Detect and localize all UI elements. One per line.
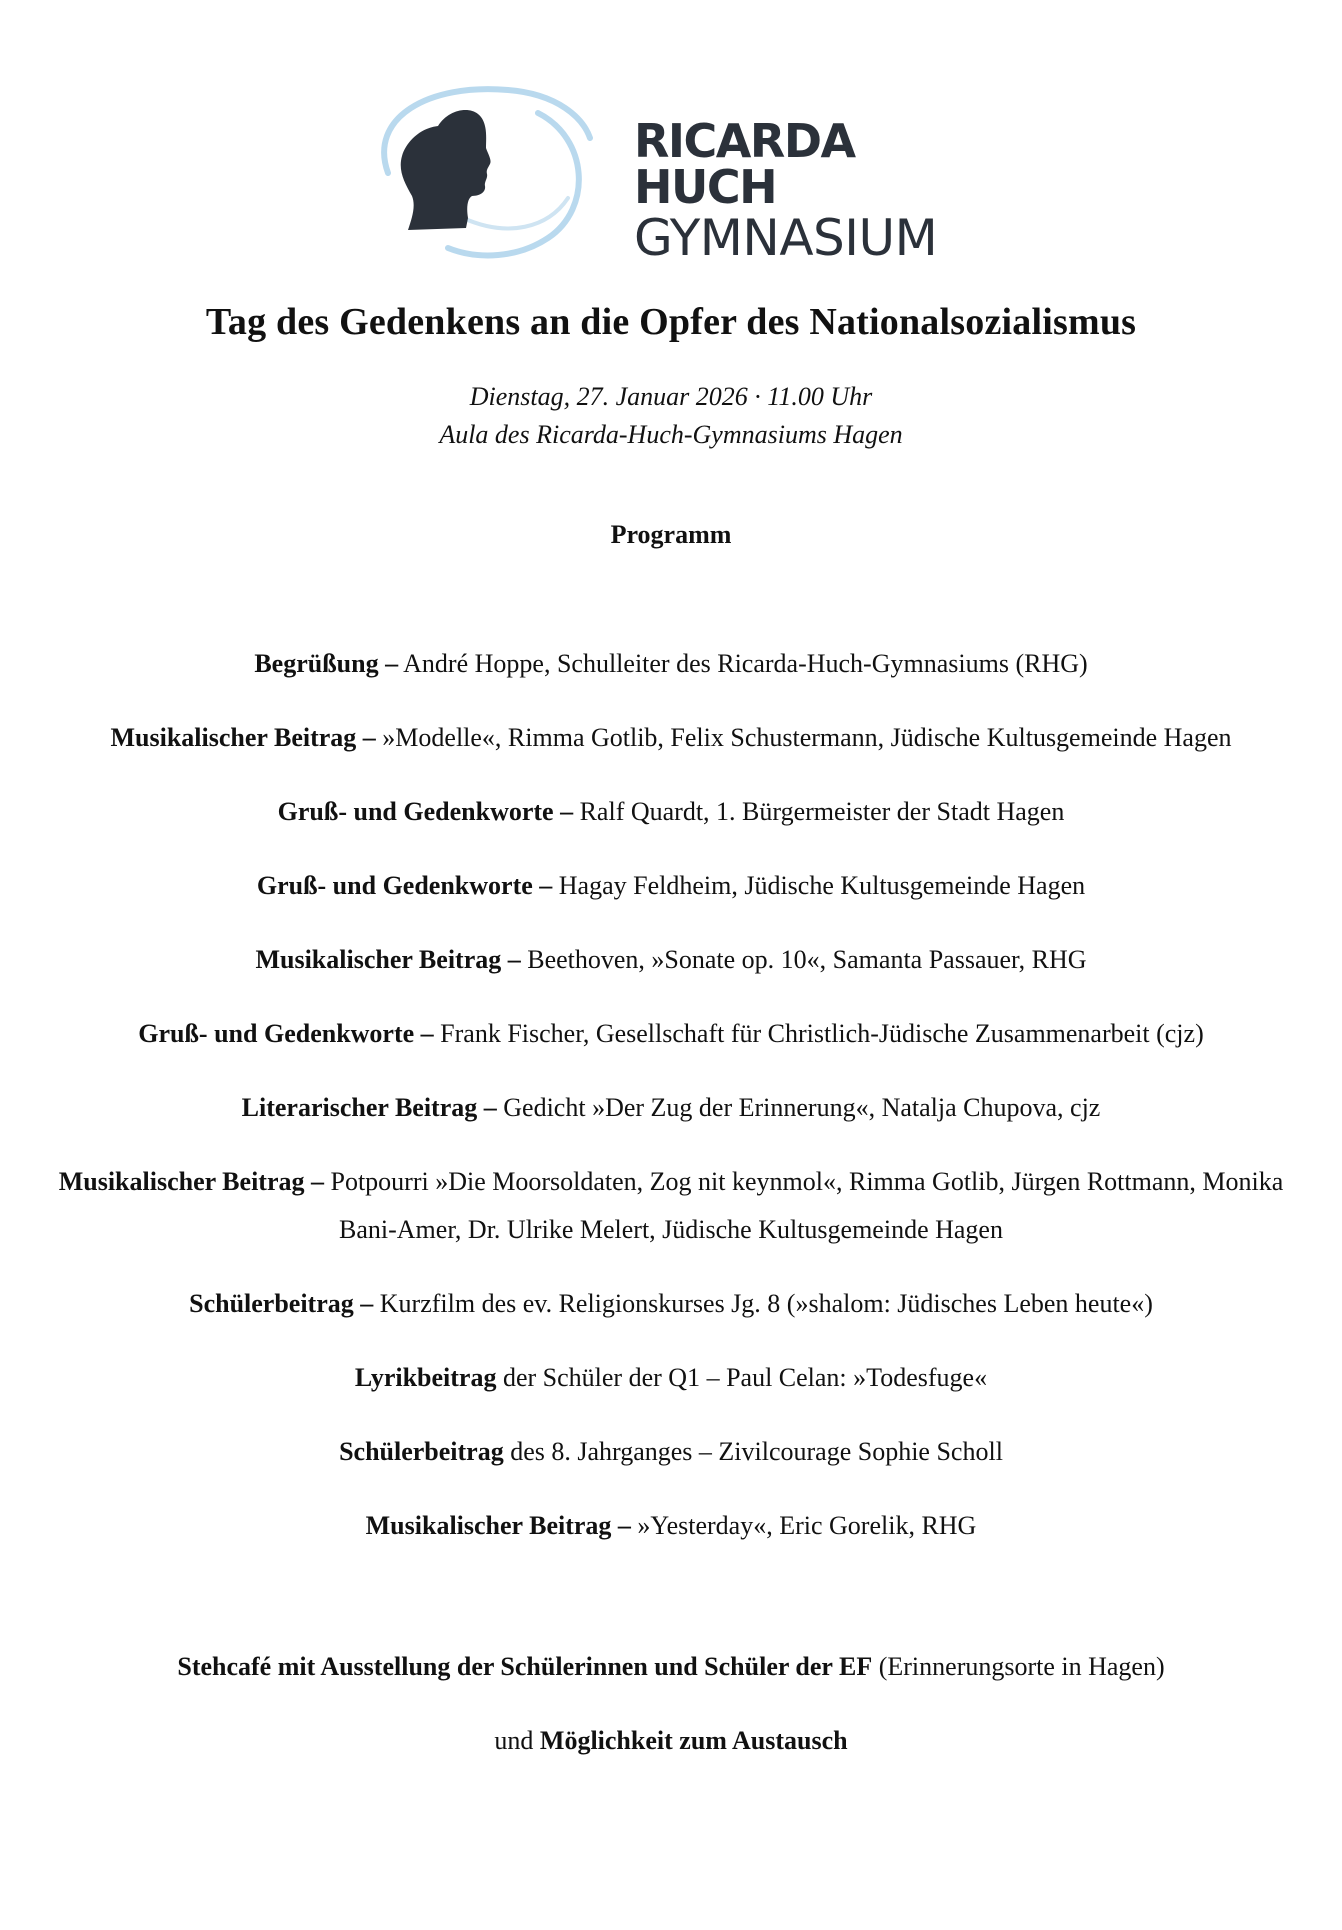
item-detail: Ralf Quardt, 1. Bürgermeister der Stadt Hagen [573, 797, 1065, 826]
item-label: Gruß- und Gedenkworte – [256, 871, 553, 900]
logo-line-2: GYMNASIUM [634, 209, 938, 267]
item-label: Literarischer Beitrag – [241, 1093, 497, 1122]
item-detail: Kurzfilm des ev. Religionskurses Jg. 8 (»shalom: Jüdisches Leben heute«) [373, 1289, 1153, 1318]
item-detail: »Modelle«, Rimma Gotlib, Felix Schustermann, Jüdische Kultusgemeinde Hagen [375, 723, 1232, 752]
footer-and: und [494, 1726, 540, 1755]
item-label: Schülerbeitrag [339, 1437, 504, 1466]
item-detail: Gedicht »Der Zug der Erinnerung«, Natalja Chupova, cjz [496, 1093, 1101, 1122]
item-detail: Frank Fischer, Gesellschaft für Christlich-Jüdische Zusammenarbeit (cjz) [433, 1019, 1204, 1048]
event-venue: Aula des Ricarda-Huch-Gymnasiums Hagen [439, 420, 903, 449]
program-item [0, 1354, 1342, 1402]
footer-cafe-label: Stehcafé mit Ausstellung der Schülerinnen und Schüler der EF [177, 1652, 873, 1681]
program-item [0, 1280, 1342, 1328]
event-date: Dienstag, 27. Januar 2026 · 11.00 Uhr [469, 382, 873, 411]
item-detail: Hagay Feldheim, Jüdische Kultusgemeinde Hagen [552, 871, 1086, 900]
item-label: Lyrikbeitrag [354, 1363, 497, 1392]
item-detail: »Yesterday«, Eric Gorelik, RHG [630, 1511, 977, 1540]
program-item [0, 936, 1342, 984]
logo-wordmark [634, 114, 978, 267]
item-label: Begrüßung – [254, 649, 399, 678]
item-detail: Beethoven, »Sonate op. 10«, Samanta Passauer, RHG [520, 945, 1087, 974]
item-detail: der Schüler der Q1 – Paul Celan: »Todesfuge« [496, 1363, 988, 1392]
school-logo [368, 78, 978, 267]
item-label: Musikalischer Beitrag – [255, 945, 521, 974]
program-list [0, 640, 1342, 1576]
program-heading: Programm [610, 520, 732, 549]
program-item [0, 714, 1342, 762]
page-title: Tag des Gedenkens an die Opfer des Nationalsozialismus [205, 301, 1137, 343]
item-label: Schülerbeitrag – [189, 1289, 374, 1318]
program-item [0, 1084, 1342, 1132]
silhouette-logo-icon [368, 78, 628, 263]
item-detail: André Hoppe, Schulleiter des Ricarda-Huch-Gymnasiums (RHG) [398, 649, 1088, 678]
program-item [0, 640, 1342, 688]
program-item [0, 862, 1342, 910]
footer-line-2 [0, 1726, 1342, 1756]
footer-line-1 [0, 1652, 1342, 1682]
item-label: Musikalischer Beitrag – [365, 1511, 631, 1540]
program-item [0, 788, 1342, 836]
item-detail: des 8. Jahrganges – Zivilcourage Sophie Scholl [503, 1437, 1003, 1466]
item-label: Musikalischer Beitrag – [58, 1167, 324, 1196]
program-item [0, 1502, 1342, 1550]
item-label: Gruß- und Gedenkworte – [277, 797, 574, 826]
item-detail: Potpourri »Die Moorsoldaten, Zog nit keynmol«, Rimma Gotlib, Jürgen Rottmann, Monika Bani-Amer, Dr. Ulrike Melert, Jüdische Kultusgemeinde Hagen [323, 1167, 1284, 1244]
program-item [0, 1428, 1342, 1476]
logo-line-1: RICARDA HUCH [634, 114, 855, 214]
footer-cafe-detail: (Erinnerungsorte in Hagen) [872, 1652, 1165, 1681]
item-label: Musikalischer Beitrag – [110, 723, 376, 752]
program-item [0, 1010, 1342, 1058]
footer-exchange-label: Möglichkeit zum Austausch [539, 1726, 848, 1755]
program-item [0, 1158, 1342, 1254]
item-label: Gruß- und Gedenkworte – [138, 1019, 434, 1048]
